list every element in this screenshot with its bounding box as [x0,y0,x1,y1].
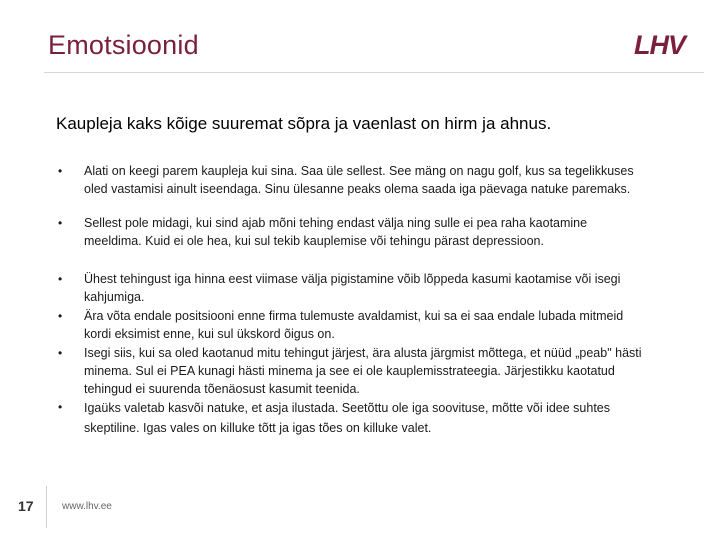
footer-divider [46,486,47,528]
bullet-text: Ära võta endale positsiooni enne firma tulemuste avaldamist, kui sa ei saa endale lubada mitmeid kordi eksimist enne, kui sul ükskord õigus on. [84,309,624,341]
bullet-icon: • [58,216,63,230]
bullet-item [58,270,648,306]
bullet-text: Igaüks valetab kasvõi natuke, et asja ilustada. Seetõttu ole iga soovituse, mõtte või idee suhtes skeptiline. Igas vales on killuke tõtt ja igas tões on killuke valet. [84,401,611,435]
bullet-text: Isegi siis, kui sa oled kaotanud mitu tehingut järjest, ära alusta järgmist mõttega, et nüüd „peab" hästi minema. Sul ei PEA kunagi hästi minema ja see ei ole kauplemisstrateegia. Järjestikku kaotatud tehingud ei suurenda tõenäosust kasumit teenida. [84,346,642,396]
bullet-item [58,214,648,250]
footer-url: www.lhv.ee [62,501,112,512]
bullet-icon: • [58,164,63,178]
bullet-text: Ühest tehingust iga hinna eest viimase välja pigistamine võib lõppeda kasumi kaotamise või isegi kahjumiga. [84,272,621,304]
bullet-item [58,398,648,438]
bullet-item [58,307,648,343]
bullet-text: Sellest pole midagi, kui sind ajab mõni tehing endast välja ning sulle ei pea raha kaotamine meeldima. Kuid ei ole hea, kui sul tekib kauplemise või tehingu pärast depressioon. [84,216,588,248]
bullet-icon: • [58,272,63,286]
page-number: 17 [18,498,34,514]
slide-subtitle: Kaupleja kaks kõige suuremat sõpra ja vaenlast on hirm ja ahnus. [56,114,552,133]
bullet-icon: • [58,346,63,360]
bullet-text: Alati on keegi parem kaupleja kui sina. Saa üle sellest. See mäng on nagu golf, kus sa tegelikkuses oled vastamisi ainult iseendaga. Sinu ülesanne peaks olema saada iga päevaga natuke paremaks. [84,164,634,196]
page-title: Emotsioonid [48,30,199,60]
header-divider [44,72,704,73]
bullet-item [58,162,648,198]
bullet-icon: • [58,309,63,323]
lhv-logo: LHV [634,30,685,60]
bullet-icon: • [58,400,63,414]
bullet-item [58,344,648,398]
